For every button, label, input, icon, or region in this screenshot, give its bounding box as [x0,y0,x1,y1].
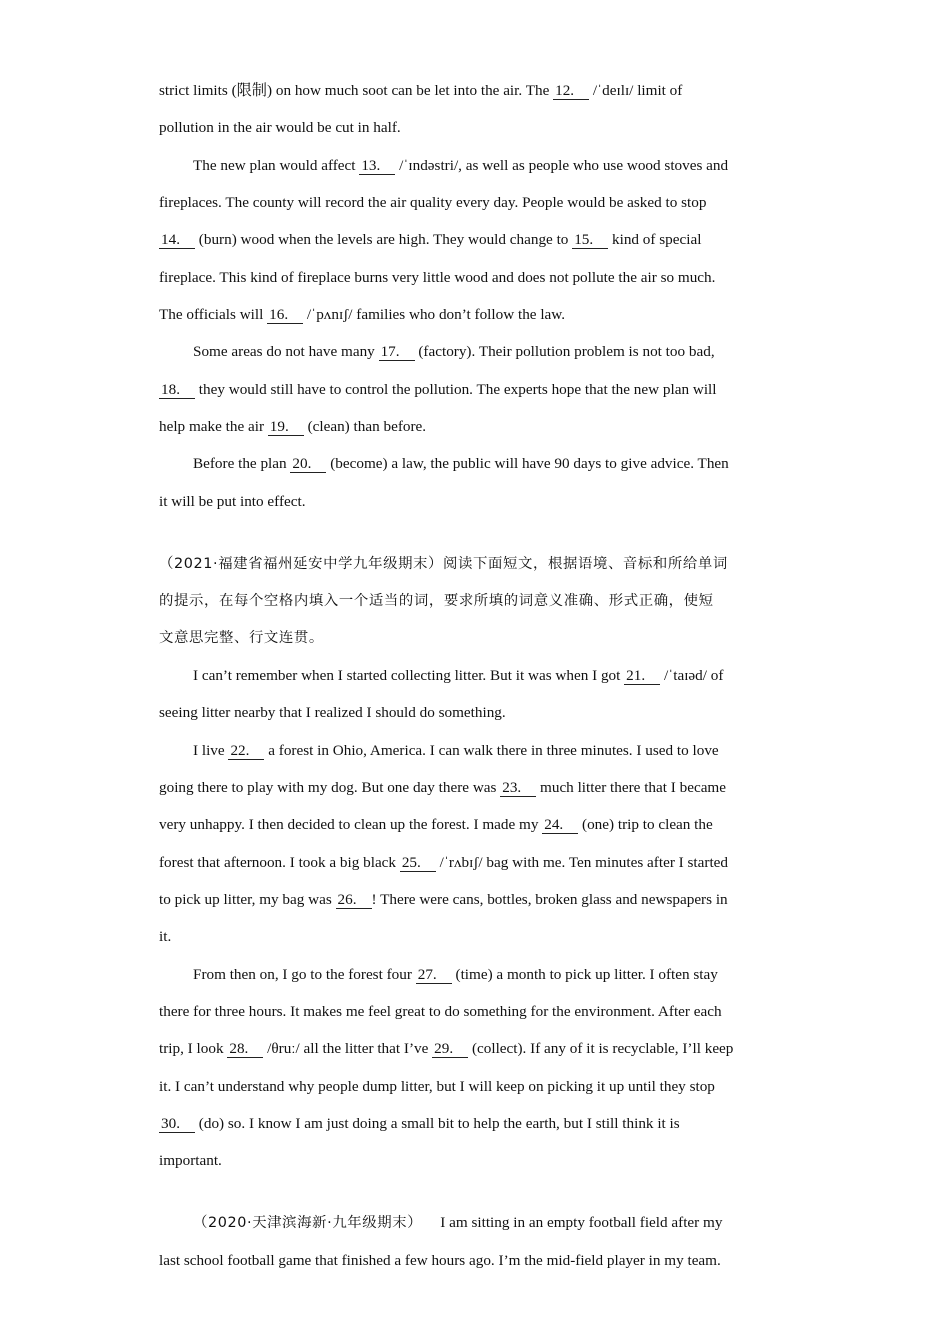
answer-blank-21[interactable]: 21. [624,668,660,685]
text-line: trip, I look 28. /θruː/ all the litter that I’ve 29. (collect). If any of it is recyclable, I’ll keep [159,1040,734,1057]
text-line: important. [159,1152,222,1169]
text-line: Before the plan 20. (become) a law, the public will have 90 days to give advice. Then [193,455,729,472]
answer-blank-27[interactable]: 27. [416,967,452,984]
answer-blank-18[interactable]: 18. [159,382,195,399]
text-line: it will be put into effect. [159,493,306,510]
answer-blank-29[interactable]: 29. [432,1041,468,1058]
question-instructions: 的提示，在每个空格内填入一个适当的词，要求所填的词意义准确、形式正确，使短 [159,593,714,609]
text-line: seeing litter nearby that I realized I should do something. [159,704,506,721]
answer-blank-20[interactable]: 20. [290,456,326,473]
answer-blank-15[interactable]: 15. [572,232,608,249]
answer-blank-28[interactable]: 28. [227,1041,263,1058]
text-line: forest that afternoon. I took a big black 25. /ˈrʌbɪʃ/ bag with me. Ten minutes after I started [159,854,729,871]
text-line: fireplaces. The county will record the air quality every day. People would be asked to stop [159,194,707,211]
text-line: last school football game that finished a few hours ago. I’m the mid-field player in my team. [159,1252,721,1269]
answer-blank-16[interactable]: 16. [267,307,303,324]
text-line: fireplace. This kind of fireplace burns very little wood and does not pollute the air so much. [159,269,716,286]
answer-blank-23[interactable]: 23. [500,780,536,797]
text-line: From then on, I go to the forest four 27. (time) a month to pick up litter. I often stay [193,966,718,983]
question-instructions: 文意思完整、行文连贯。 [159,630,324,646]
text-line: it. [159,928,172,945]
text-line: 18. they would still have to control the pollution. The experts hope that the new plan will [161,381,717,398]
text-line: The officials will 16. /ˈpʌnɪʃ/ families who don’t follow the law. [159,306,566,323]
text-line: The new plan would affect 13. /ˈɪndəstri/, as well as people who use wood stoves and [193,157,729,174]
text-line: help make the air 19. (clean) than before. [159,418,427,435]
question-source: （2020·天津滨海新·九年级期末） [193,1215,423,1231]
answer-blank-25[interactable]: 25. [400,855,436,872]
answer-blank-30[interactable]: 30. [159,1116,195,1133]
answer-blank-13[interactable]: 13. [359,158,395,175]
answer-blank-19[interactable]: 19. [268,419,304,436]
text-line: very unhappy. I then decided to clean up the forest. I made my 24. (one) trip to clean the [159,816,713,833]
text-line: going there to play with my dog. But one day there was 23. much litter there that I became [159,779,726,796]
text-line: （2020·天津滨海新·九年级期末） I am sitting in an empty football field after my [193,1214,723,1231]
answer-blank-24[interactable]: 24. [542,817,578,834]
text-line: to pick up litter, my bag was 26. ! There were cans, bottles, broken glass and newspapers in [159,891,728,908]
text-line: pollution in the air would be cut in half. [159,119,401,136]
question-instructions: （2021·福建省福州延安中学九年级期末）阅读下面短文，根据语境、音标和所给单词 [159,556,728,572]
text-line: 30. (do) so. I know I am just doing a small bit to help the earth, but I still think it is [161,1115,680,1132]
answer-blank-17[interactable]: 17. [379,344,415,361]
text-line: strict limits (限制) on how much soot can be let into the air. The 12. /ˈdeɪlɪ/ limit of [159,82,683,99]
text-line: 14. (burn) wood when the levels are high. They would change to 15. kind of special [161,231,702,248]
answer-blank-26[interactable]: 26. [336,892,372,909]
text-line: there for three hours. It makes me feel great to do something for the environment. After each [159,1003,722,1020]
answer-blank-22[interactable]: 22. [228,743,264,760]
answer-blank-14[interactable]: 14. [159,232,195,249]
text-line: Some areas do not have many 17. (factory). Their pollution problem is not too bad, [193,343,715,360]
text-line: I can’t remember when I started collecting litter. But it was when I got 21. /ˈtaɪəd/ of [193,667,724,684]
text-line: I live 22. a forest in Ohio, America. I can walk there in three minutes. I used to love [193,742,719,759]
answer-blank-12[interactable]: 12. [553,83,589,100]
text-line: it. I can’t understand why people dump litter, but I will keep on picking it up until they stop [159,1078,715,1095]
